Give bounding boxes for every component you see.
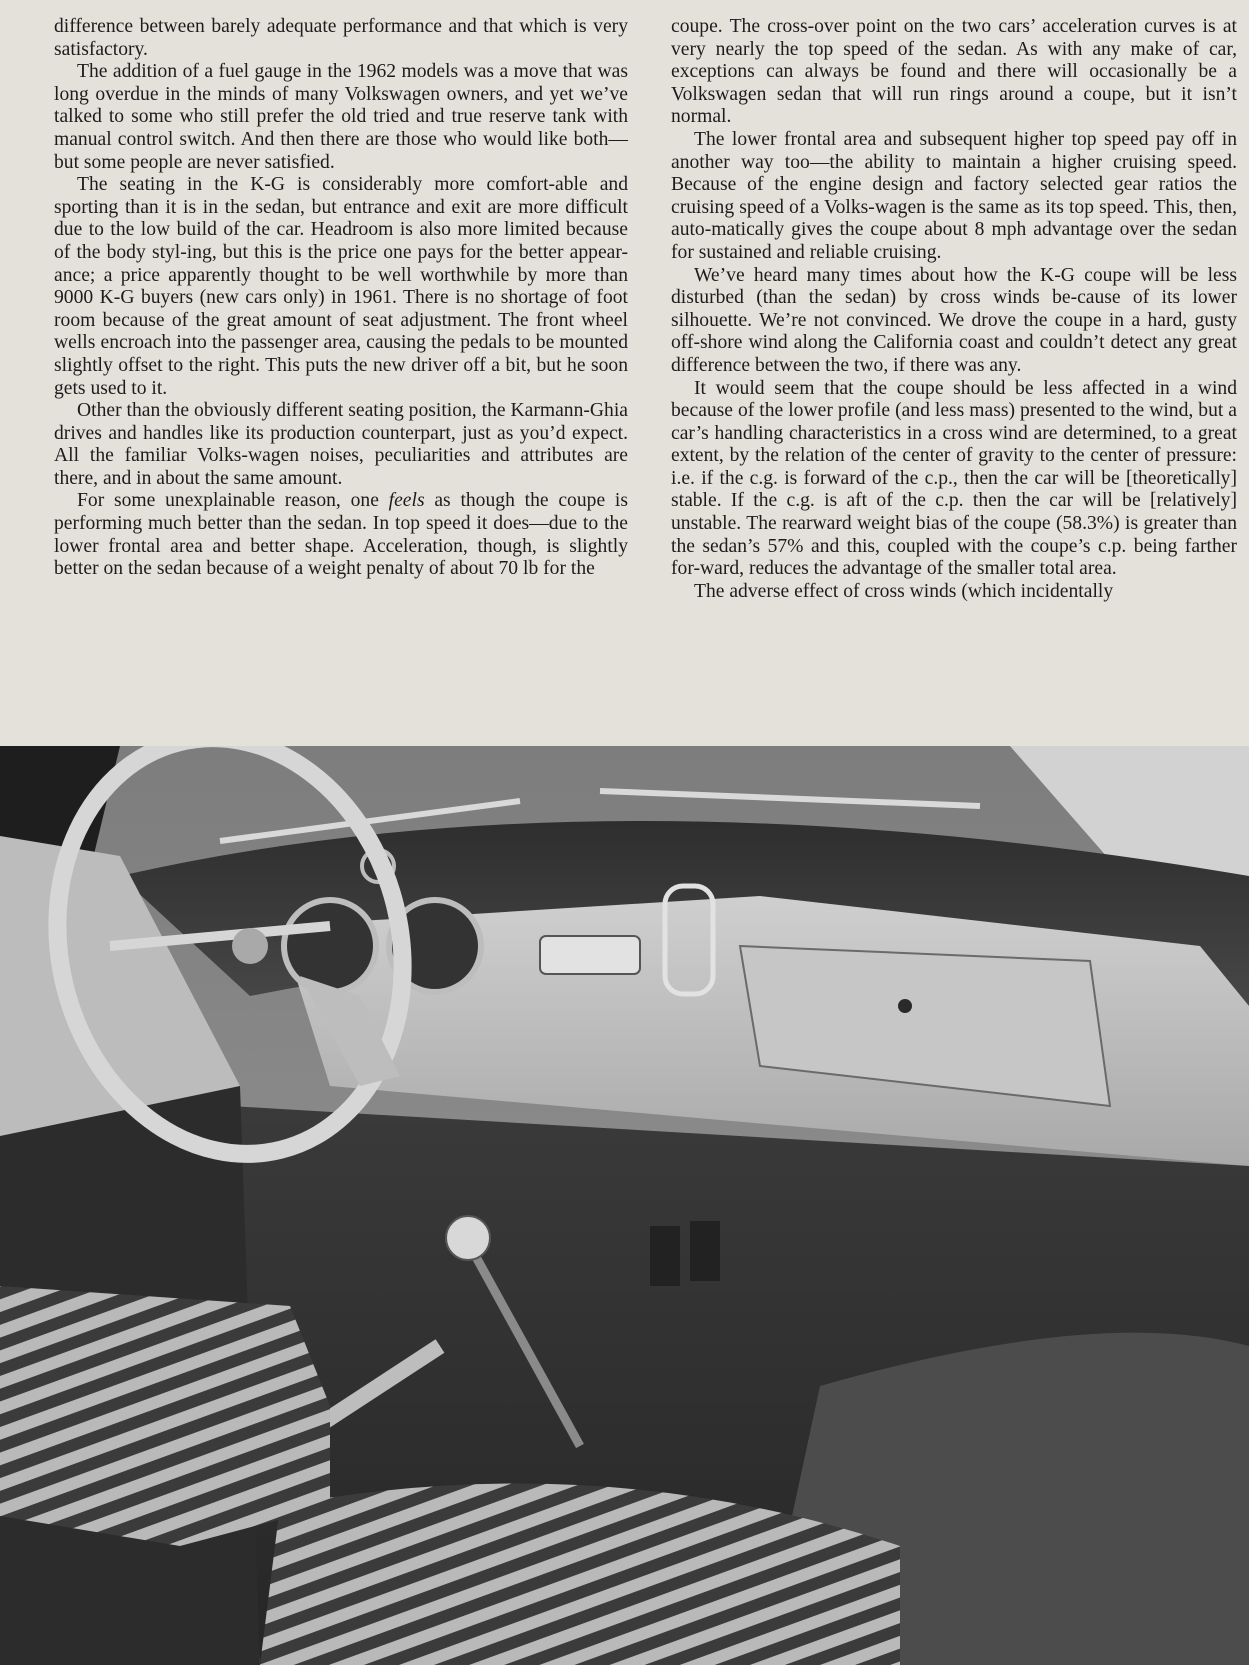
text-run: as though the coupe is performing much better than the sedan. In top speed it does—due to the lower frontal area and better shape. Acceleration, though, is slightly better on the sedan because of a weight penalty of about 70 lb for the xyxy=(54,490,628,580)
paragraph: The lower frontal area and subsequent higher top speed pay off in another way too—the ability to maintain a higher cruising speed. Because of the engine design and factory selected gear ratios the cruising speed of a Volks-wagen is the same as its top speed. This, then, auto-matically gives the coupe about 8 mph advantage over the sedan for sustained and reliable cruising. xyxy=(671,128,1237,263)
dashboard-photo xyxy=(0,746,1249,1665)
paragraph: coupe. The cross-over point on the two cars’ acceleration curves is at very nearly the top speed of the sedan. As with any make of car, exceptions can always be found and there will occasionally be a Volkswagen sedan that will run rings around a coupe, but it isn’t normal. xyxy=(671,16,1237,128)
clutch-pedal xyxy=(650,1226,680,1286)
paragraph xyxy=(54,490,628,580)
paragraph: We’ve heard many times about how the K-G coupe will be less disturbed (than the sedan) by cross winds be-cause of its lower silhouette. We’re not convinced. We drove the coupe in a hard, gusty off-shore wind along the California coast and couldn’t detect any great difference between the two, if there was any. xyxy=(671,264,1237,376)
right-text-column xyxy=(671,16,1237,603)
italic-word: feels xyxy=(388,490,425,512)
speedometer-gauge xyxy=(284,900,376,992)
dashboard-photo-illustration xyxy=(0,746,1249,1665)
paragraph: It would seem that the coupe should be less affected in a wind because of the lower profile (and less mass) presented to the wind, but a car’s handling characteristics in a cross wind are determined, to a great extent, by the relation of the center of gravity to the center of pressure: i.e. if the c.g. is forward of the c.p., then the car will be [theoretically] stable. If the c.g. is aft of the c.p. then the car will be [relatively] unstable. The rearward weight bias of the coupe (58.3%) is greater than the sedan’s 57% and this, coupled with the coupe’s c.p. being farther for-ward, reduces the advantage of the smaller total area. xyxy=(671,377,1237,580)
left-text-column xyxy=(54,16,628,581)
paragraph: The addition of a fuel gauge in the 1962 models was a move that was long overdue in the minds of many Volkswagen owners, and yet we’ve talked to some who still prefer the old tried and true reserve tank with manual control switch. And then there are those who would like both—but some people are never satisfied. xyxy=(54,61,628,173)
glovebox-lock xyxy=(898,999,912,1013)
gear-shift-knob xyxy=(446,1216,490,1260)
brake-pedal xyxy=(690,1221,720,1281)
text-run: For some unexplainable reason, one xyxy=(77,490,389,512)
horn-button xyxy=(232,928,268,964)
paragraph: Other than the obviously different seating position, the Karmann-Ghia drives and handles like its production counterpart, just as you’d expect. All the familiar Volks-wagen noises, peculiarities and attributes are there, and in about the same amount. xyxy=(54,400,628,489)
paragraph: difference between barely adequate performance and that which is very satisfactory. xyxy=(54,16,628,60)
radio-unit xyxy=(540,936,640,974)
paragraph: The adverse effect of cross winds (which incidentally xyxy=(694,580,1114,602)
paragraph: The seating in the K-G is considerably more comfort-able and sporting than it is in the sedan, but entrance and exit are more difficult due to the low build of the car. Headroom is also more limited because of the body styl-ing, but this is the price one pays for the better appear-ance; a price apparently thought to be well worthwhile by more than 9000 K-G buyers (new cars only) in 1961. There is no shortage of foot room because of the great amount of seat adjustment. The front wheel wells encroach into the passenger area, causing the pedals to be mounted slightly offset to the right. This puts the new driver off a bit, but he soon gets used to it. xyxy=(54,174,628,399)
